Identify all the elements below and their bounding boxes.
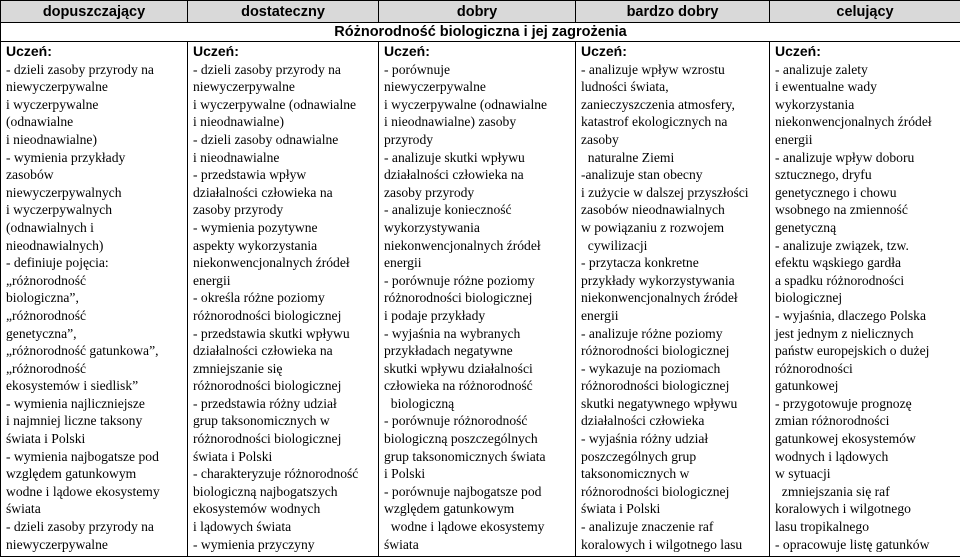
requirement-line: skutki wpływu działalności bbox=[384, 360, 572, 378]
requirement-line: nieodnawialnych) bbox=[6, 237, 184, 255]
requirement-line: - porównuje najbogatsze pod bbox=[384, 483, 572, 501]
requirement-line: - opracowuje listę gatunków bbox=[775, 536, 957, 554]
requirement-line: katastrof ekologicznych na bbox=[581, 113, 766, 131]
requirement-line: „różnorodność gatunkowa”, bbox=[6, 342, 184, 360]
requirement-line: niekonwencjonalnych źródeł bbox=[384, 237, 572, 255]
requirements-lines bbox=[6, 61, 184, 554]
requirement-line: - przedstawia skutki wpływu bbox=[193, 325, 375, 343]
requirement-line: - przytacza konkretne bbox=[581, 254, 766, 272]
requirement-line: świata bbox=[6, 500, 184, 518]
requirement-line: niewyczerpywalne bbox=[6, 536, 184, 554]
requirement-line: działalności człowieka na bbox=[193, 184, 375, 202]
requirement-line: aspekty wykorzystania bbox=[193, 237, 375, 255]
requirement-line: poszczególnych grup bbox=[581, 448, 766, 466]
requirement-line: różnorodności biologicznej bbox=[581, 483, 766, 501]
requirement-line: gatunkowej bbox=[775, 377, 957, 395]
requirement-line: w sytuacji bbox=[775, 465, 957, 483]
requirement-line: zasobów nieodnawialnych bbox=[581, 201, 766, 219]
requirements-lines bbox=[193, 61, 375, 554]
requirement-line: genetyczna”, bbox=[6, 325, 184, 343]
requirement-line: wodne i lądowe ekosystemy bbox=[384, 518, 572, 536]
requirement-line: - wymienia przyczyny bbox=[193, 536, 375, 554]
requirement-line: - analizuje skutki wpływu bbox=[384, 149, 572, 167]
requirements-column bbox=[576, 42, 769, 556]
requirements-cell-dostateczny bbox=[188, 42, 379, 557]
requirement-line: skutki negatywnego wpływu bbox=[581, 395, 766, 413]
requirement-line: niewyczerpywalne bbox=[193, 78, 375, 96]
requirement-line: - przedstawia wpływ bbox=[193, 166, 375, 184]
requirement-line: i lądowych świata bbox=[193, 518, 375, 536]
requirement-line: gatunkowej ekosystemów bbox=[775, 430, 957, 448]
requirement-line: - wymienia najliczniejsze bbox=[6, 395, 184, 413]
requirement-line: jest jednym z nielicznych bbox=[775, 325, 957, 343]
requirement-line: i ewentualne wady bbox=[775, 78, 957, 96]
requirement-line: niekonwencjonalnych źródeł bbox=[775, 113, 957, 131]
requirement-line: energii bbox=[193, 272, 375, 290]
requirement-line: różnorodności bbox=[775, 360, 957, 378]
requirement-line: biologiczną bbox=[384, 395, 572, 413]
requirements-lines bbox=[384, 61, 572, 554]
requirement-line: - dzieli zasoby przyrody na bbox=[193, 61, 375, 79]
requirement-line: względem gatunkowym bbox=[384, 500, 572, 518]
requirement-line: biologiczną najbogatszych bbox=[193, 483, 375, 501]
requirement-line: zasobów bbox=[6, 166, 184, 184]
requirement-line: i nieodnawialne) bbox=[193, 113, 375, 131]
requirement-line: i wyczerpywalnych bbox=[6, 201, 184, 219]
requirement-line: - określa różne poziomy bbox=[193, 289, 375, 307]
requirement-line: niekonwencjonalnych źródeł bbox=[581, 289, 766, 307]
requirements-cell-bardzo-dobry bbox=[576, 42, 770, 557]
requirement-line: zasoby przyrody bbox=[384, 184, 572, 202]
requirement-line: „różnorodność bbox=[6, 272, 184, 290]
student-label: Uczeń: bbox=[6, 43, 184, 61]
requirement-line: - analizuje konieczność bbox=[384, 201, 572, 219]
grade-header-bardzo-dobry: bardzo dobry bbox=[576, 1, 770, 23]
requirement-line: genetycznego i chowu bbox=[775, 184, 957, 202]
requirement-line: wykorzystywania bbox=[384, 219, 572, 237]
requirements-column bbox=[770, 42, 960, 556]
requirements-cell-dobry bbox=[379, 42, 576, 557]
requirement-line: - wymienia pozytywne bbox=[193, 219, 375, 237]
requirement-line: i wyczerpywalne bbox=[6, 96, 184, 114]
requirement-line: - analizuje znaczenie raf bbox=[581, 518, 766, 536]
grade-header-dobry: dobry bbox=[379, 1, 576, 23]
student-label: Uczeń: bbox=[384, 43, 572, 61]
requirement-line: - analizuje zalety bbox=[775, 61, 957, 79]
requirement-line: świata i Polski bbox=[6, 430, 184, 448]
requirement-line: - wyjaśnia na wybranych bbox=[384, 325, 572, 343]
requirement-line: biologicznej bbox=[775, 289, 957, 307]
student-label: Uczeń: bbox=[775, 43, 957, 61]
grade-header-dostateczny: dostateczny bbox=[188, 1, 379, 23]
requirement-line: działalności człowieka na bbox=[384, 166, 572, 184]
requirement-line: efektu wąskiego gardła bbox=[775, 254, 957, 272]
requirements-row bbox=[1, 42, 960, 557]
requirement-line: - dzieli zasoby odnawialne bbox=[193, 131, 375, 149]
requirement-line: wykorzystania bbox=[775, 96, 957, 114]
requirement-line: (odnawialne bbox=[6, 113, 184, 131]
requirement-line: - analizuje wpływ doboru bbox=[775, 149, 957, 167]
requirement-line: - wyjaśnia, dlaczego Polska bbox=[775, 307, 957, 325]
requirements-cell-celujacy bbox=[770, 42, 960, 557]
requirement-line: i nieodnawialne) zasoby bbox=[384, 113, 572, 131]
requirements-column bbox=[188, 42, 378, 556]
requirement-line: zmian różnorodności bbox=[775, 412, 957, 430]
grade-header-row bbox=[1, 1, 960, 23]
requirement-line: zmniejszanie się bbox=[193, 360, 375, 378]
requirement-line: przykłady wykorzystywania bbox=[581, 272, 766, 290]
requirement-line: różnorodności biologicznej bbox=[581, 377, 766, 395]
requirement-line: sztucznego, dryfu bbox=[775, 166, 957, 184]
requirement-line: zasoby przyrody bbox=[193, 201, 375, 219]
requirements-cell-dopuszczajacy bbox=[1, 42, 188, 557]
requirement-line: świata i Polski bbox=[581, 500, 766, 518]
requirement-line: - wymienia najbogatsze pod bbox=[6, 448, 184, 466]
requirement-line: różnorodności biologicznej bbox=[193, 307, 375, 325]
section-title: Różnorodność biologiczna i jej zagrożenia bbox=[1, 23, 960, 42]
requirement-line: państw europejskich o dużej bbox=[775, 342, 957, 360]
requirement-line: ludności świata, bbox=[581, 78, 766, 96]
requirement-line: i Polski bbox=[384, 465, 572, 483]
requirement-line: - porównuje różne poziomy bbox=[384, 272, 572, 290]
requirement-line: energii bbox=[384, 254, 572, 272]
requirement-line: różnorodności biologicznej bbox=[384, 289, 572, 307]
requirement-line: - wykazuje na poziomach bbox=[581, 360, 766, 378]
requirement-line: przykładach negatywne bbox=[384, 342, 572, 360]
requirement-line: różnorodności biologicznej bbox=[581, 342, 766, 360]
requirement-line: - dzieli zasoby przyrody na bbox=[6, 61, 184, 79]
requirement-line: grup taksonomicznych w bbox=[193, 412, 375, 430]
requirement-line: (odnawialnych i bbox=[6, 219, 184, 237]
requirement-line: wodne i lądowe ekosystemy bbox=[6, 483, 184, 501]
requirement-line: działalności człowieka na bbox=[193, 342, 375, 360]
requirement-line: taksonomicznych w bbox=[581, 465, 766, 483]
requirement-line: - analizuje wpływ wzrostu bbox=[581, 61, 766, 79]
requirement-line: „różnorodność bbox=[6, 307, 184, 325]
requirement-line: energii bbox=[775, 131, 957, 149]
requirement-line: - porównuje bbox=[384, 61, 572, 79]
requirement-line: genetyczną bbox=[775, 219, 957, 237]
requirement-line: a spadku różnorodności bbox=[775, 272, 957, 290]
requirement-line: świata bbox=[384, 536, 572, 554]
requirement-line: i nieodnawialne bbox=[193, 149, 375, 167]
requirement-line: niewyczerpywalnych bbox=[6, 184, 184, 202]
requirement-line: różnorodności biologicznej bbox=[193, 430, 375, 448]
requirement-line: zasoby bbox=[581, 131, 766, 149]
student-label: Uczeń: bbox=[581, 43, 766, 61]
requirement-line: - porównuje różnorodność bbox=[384, 412, 572, 430]
requirement-line: świata i Polski bbox=[193, 448, 375, 466]
requirement-line: w powiązaniu z rozwojem bbox=[581, 219, 766, 237]
requirement-line: i podaje przykłady bbox=[384, 307, 572, 325]
requirement-line: ekosystemów i siedlisk” bbox=[6, 377, 184, 395]
requirement-line: zanieczyszczenia atmosfery, bbox=[581, 96, 766, 114]
requirement-line: - definiuje pojęcia: bbox=[6, 254, 184, 272]
requirement-line: człowieka na różnorodność bbox=[384, 377, 572, 395]
requirement-line: - analizuje różne poziomy bbox=[581, 325, 766, 343]
requirement-line: - wymienia przykłady bbox=[6, 149, 184, 167]
requirement-line: - wyjaśnia różny udział bbox=[581, 430, 766, 448]
requirement-line: energii bbox=[581, 307, 766, 325]
requirement-line: cywilizacji bbox=[581, 237, 766, 255]
requirement-line: zmniejszania się raf bbox=[775, 483, 957, 501]
requirement-line: względem gatunkowym bbox=[6, 465, 184, 483]
requirements-column bbox=[379, 42, 575, 556]
grade-header-dopuszczajacy: dopuszczający bbox=[1, 1, 188, 23]
requirement-line: i zużycie w dalszej przyszłości bbox=[581, 184, 766, 202]
requirement-line: przyrody bbox=[384, 131, 572, 149]
requirement-line: niewyczerpywalne bbox=[6, 78, 184, 96]
requirement-line: różnorodności biologicznej bbox=[193, 377, 375, 395]
requirement-line: -analizuje stan obecny bbox=[581, 166, 766, 184]
requirements-lines bbox=[775, 61, 957, 554]
requirement-line: - analizuje związek, tzw. bbox=[775, 237, 957, 255]
requirement-line: działalności człowieka bbox=[581, 412, 766, 430]
requirement-line: i nieodnawialne) bbox=[6, 131, 184, 149]
requirements-column bbox=[1, 42, 187, 556]
grade-header-celujacy: celujący bbox=[770, 1, 960, 23]
student-label: Uczeń: bbox=[193, 43, 375, 61]
requirement-line: i wyczerpywalne (odnawialne bbox=[193, 96, 375, 114]
requirement-line: niewyczerpywalne bbox=[384, 78, 572, 96]
requirement-line: wsobnego na zmienność bbox=[775, 201, 957, 219]
requirement-line: grup taksonomicznych świata bbox=[384, 448, 572, 466]
requirement-line: ekosystemów wodnych bbox=[193, 500, 375, 518]
section-title-row bbox=[1, 23, 960, 42]
requirement-line: naturalne Ziemi bbox=[581, 149, 766, 167]
requirement-line: - dzieli zasoby przyrody na bbox=[6, 518, 184, 536]
requirement-line: - przygotowuje prognozę bbox=[775, 395, 957, 413]
requirement-line: biologiczną poszczególnych bbox=[384, 430, 572, 448]
requirement-line: i wyczerpywalne (odnawialne bbox=[384, 96, 572, 114]
requirement-line: lasu tropikalnego bbox=[775, 518, 957, 536]
requirement-line: niekonwencjonalnych źródeł bbox=[193, 254, 375, 272]
requirement-line: - charakteryzuje różnorodność bbox=[193, 465, 375, 483]
requirement-line: i najmniej liczne taksony bbox=[6, 412, 184, 430]
requirement-line: biologiczna”, bbox=[6, 289, 184, 307]
requirement-line: koralowych i wilgotnego bbox=[775, 500, 957, 518]
requirement-line: - przedstawia różny udział bbox=[193, 395, 375, 413]
requirements-lines bbox=[581, 61, 766, 554]
requirement-line: wodnych i lądowych bbox=[775, 448, 957, 466]
requirement-line: „różnorodność bbox=[6, 360, 184, 378]
requirement-line: koralowych i wilgotnego lasu bbox=[581, 536, 766, 554]
